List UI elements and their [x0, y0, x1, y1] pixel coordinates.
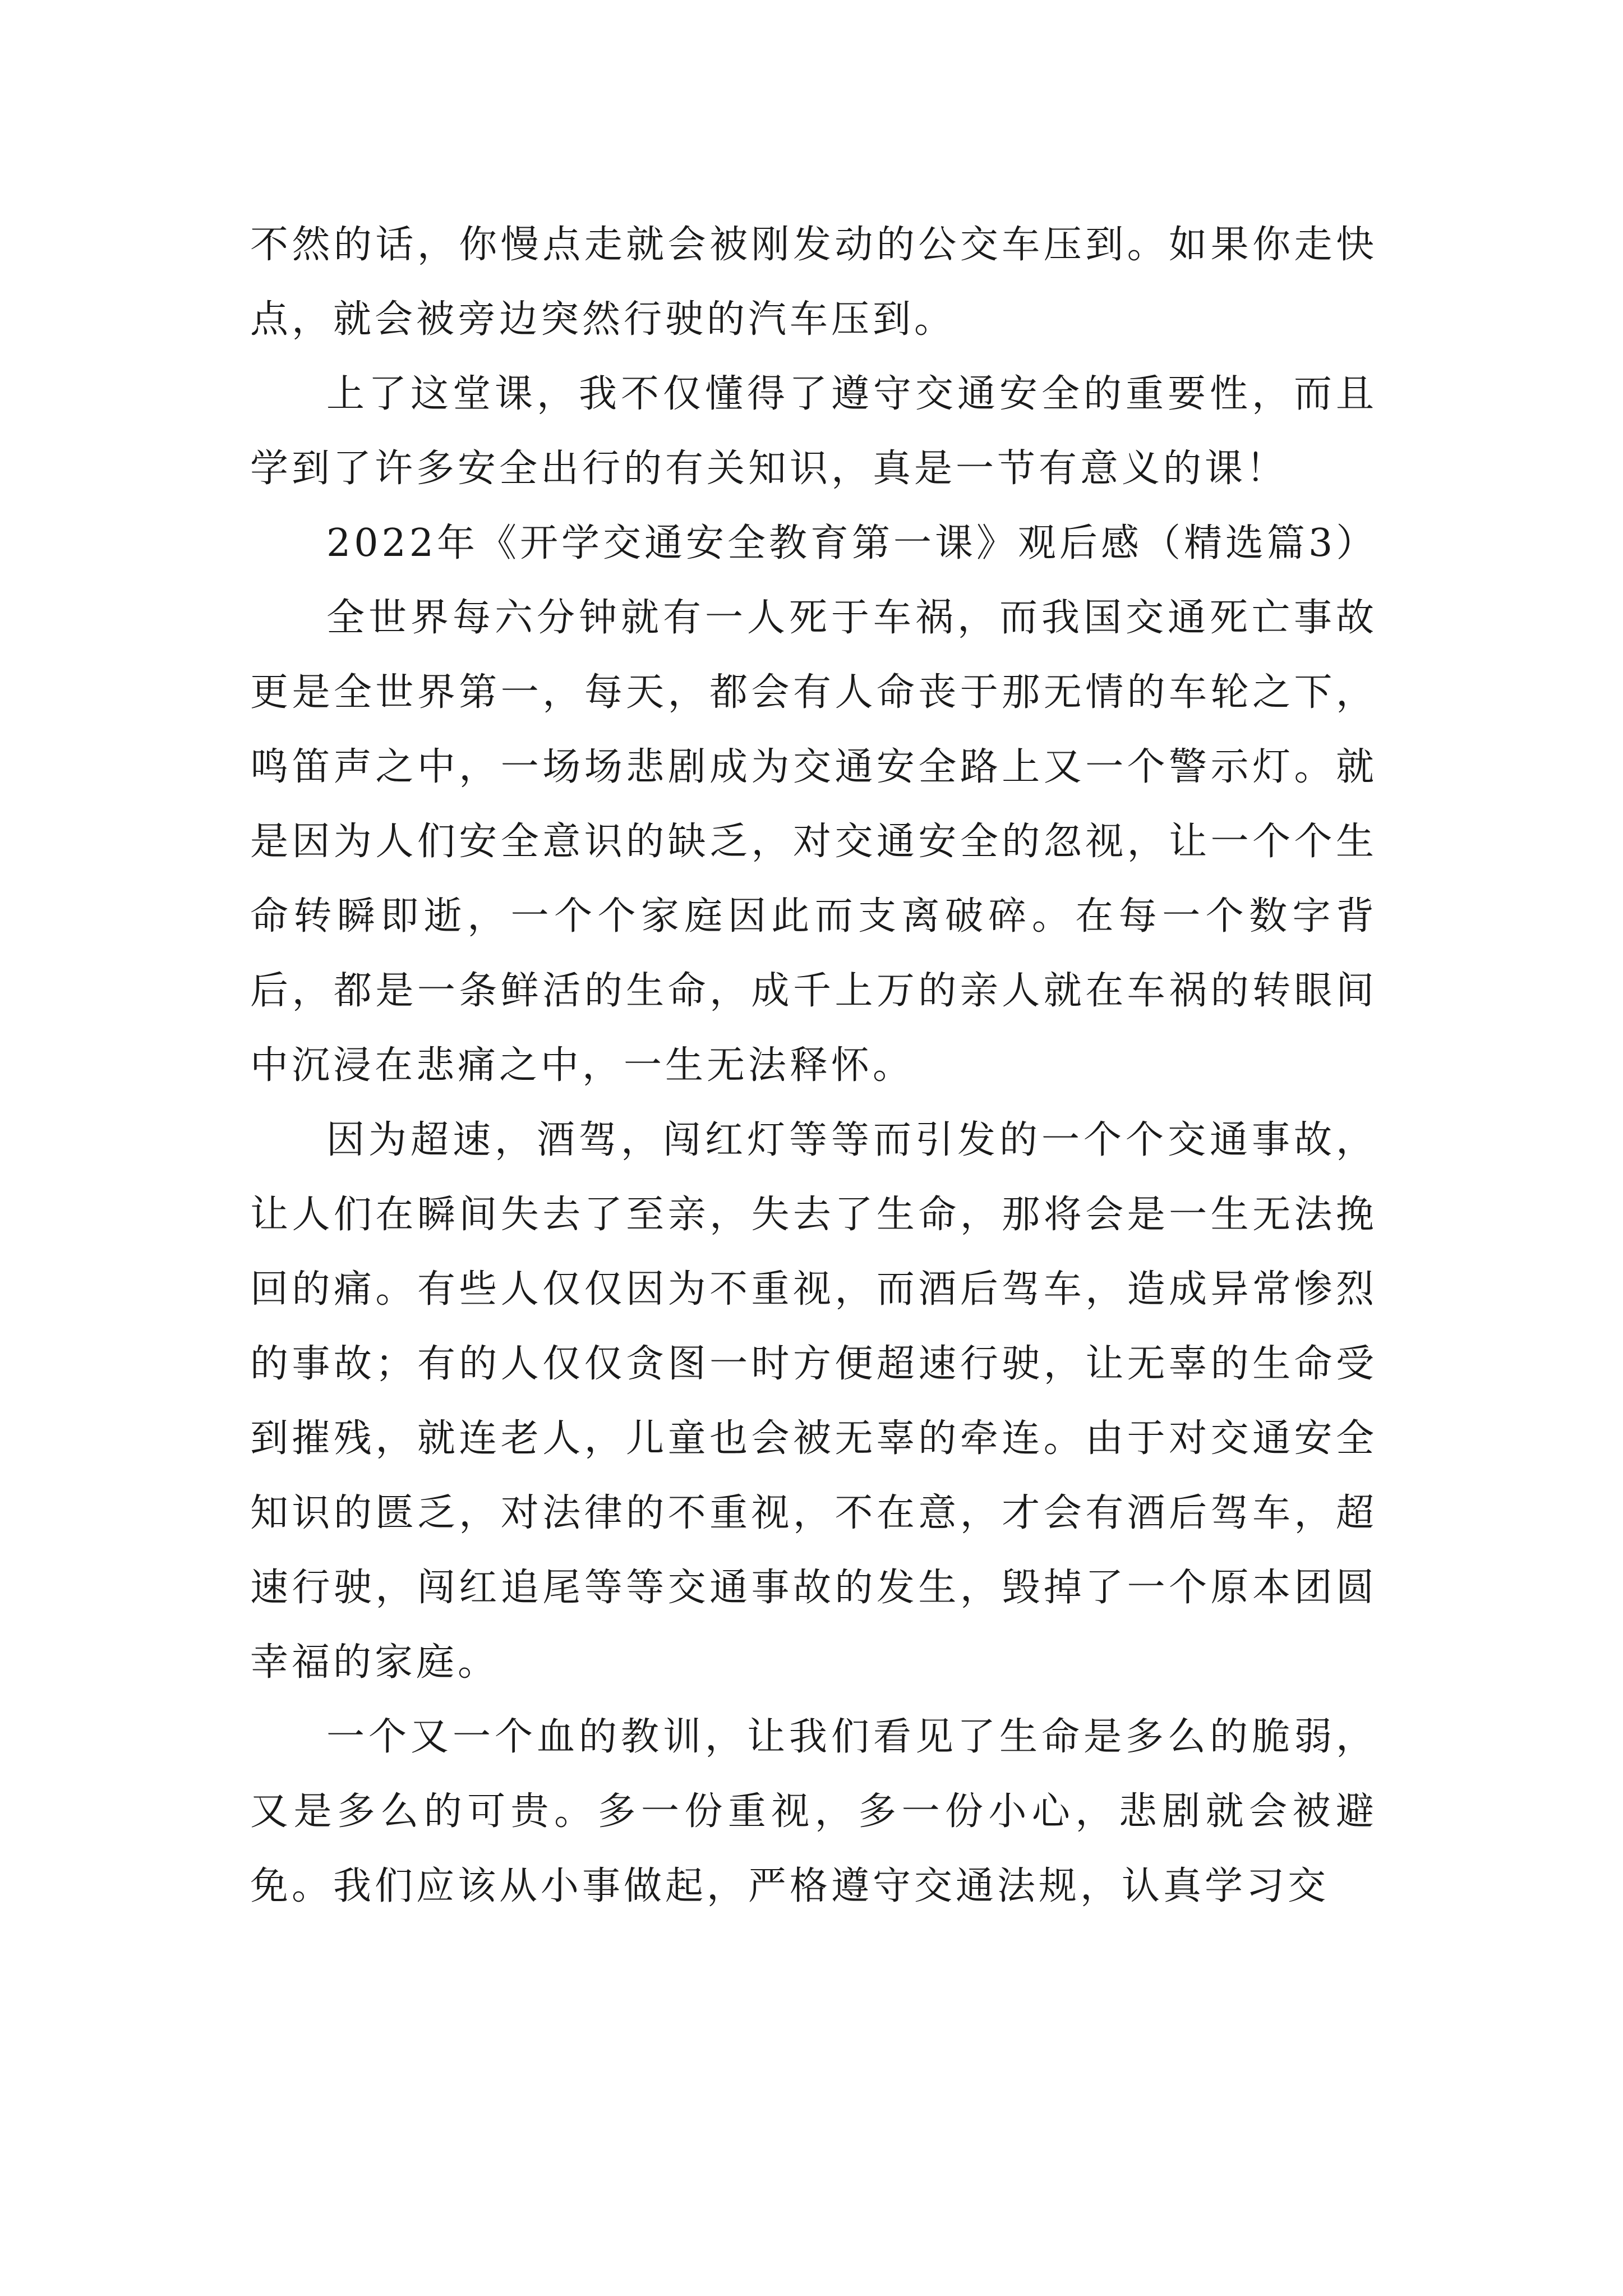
paragraph-statistics: 全世界每六分钟就有一人死于车祸，而我国交通死亡事故更是全世界第一，每天，都会有人命丧于那无情的车轮之下，鸣笛声之中，一场场悲剧成为交通安全路上又一个警示灯。就是因为人们安全意识的缺乏，对交通安全的忽视，让一个个生命转瞬即逝，一个个家庭因此而支离破碎。在每一个数字背后，都是一条鲜活的生命，成千上万的亲人就在车祸的转眼间中沉浸在悲痛之中，一生无法释怀。 [250, 596, 1377, 1088]
paragraph-continuation: 不然的话，你慢点走就会被刚发动的公交车压到。如果你走快点，就会被旁边突然行驶的汽车压到。 [250, 223, 1377, 342]
paragraph-conclusion: 上了这堂课，我不仅懂得了遵守交通安全的重要性，而且学到了许多安全出行的有关知识，真是一节有意义的课！ [250, 372, 1377, 491]
document-body [250, 208, 1377, 1924]
paragraph-lessons: 一个又一个血的教训，让我们看见了生命是多么的脆弱，又是多么的可贵。多一份重视，多一份小心，悲剧就会被避免。我们应该从小事做起，严格遵守交通法规，认真学习交 [250, 1715, 1377, 1908]
paragraph-causes: 因为超速，酒驾，闯红灯等等而引发的一个个交通事故，让人们在瞬间失去了至亲，失去了生命，那将会是一生无法挽回的痛。有些人仅仅因为不重视，而酒后驾车，造成异常惨烈的事故；有的人仅仅贪图一时方便超速行驶，让无辜的生命受到摧残，就连老人，儿童也会被无辜的牵连。由于对交通安全知识的匮乏，对法律的不重视，不在意，才会有酒后驾车，超速行驶，闯红追尾等等交通事故的发生，毁掉了一个原本团圆幸福的家庭。 [250, 1118, 1377, 1685]
section-heading: 2022年《开学交通安全教育第一课》观后感（精选篇3） [326, 521, 1378, 565]
